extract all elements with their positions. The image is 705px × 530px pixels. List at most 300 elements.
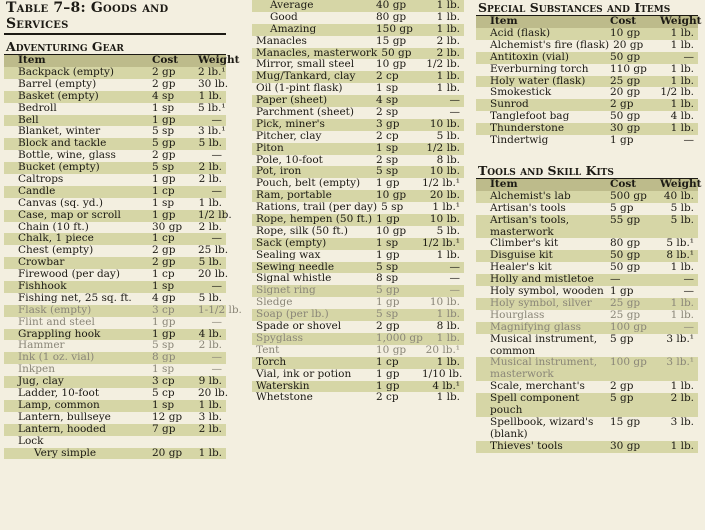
item-name: Musical instrument, masterwork [490,356,598,381]
table-row [252,12,464,24]
item-weight: 1/2 lb.¹ [422,177,460,190]
item-weight: 1/2 lb. [426,58,460,71]
item-weight: 1 lb. [436,331,460,344]
item-cost: 5 sp [376,260,399,273]
item-cost: 10 gp [376,189,407,202]
item-cost: 10 gp [376,58,407,71]
item-weight: 1 lb. [436,82,460,95]
item-weight: 20 lb. [198,387,229,400]
table-row [476,135,698,147]
table-row [476,417,698,441]
table-row [476,357,698,381]
item-name: Rations, trail (per day) [256,201,378,214]
item-cost: 5 gp [610,201,634,214]
item-cost: 2 cp [376,70,399,83]
item-weight: 40 lb. [663,189,694,202]
column-right [476,0,702,453]
item-cost: 25 gp [610,74,641,87]
section-title-tools-and-skill-kits: Tools and Skill Kits [478,162,614,178]
header-item: Item [18,54,46,66]
item-weight: 1 lb. [670,62,694,75]
item-cost: 2 sp [376,153,399,166]
item-weight: — [211,113,222,126]
item-name: Amazing [270,22,317,35]
item-name: Mug/Tankard, clay [256,70,356,83]
item-weight: — [449,106,460,119]
item-weight: 1 lb. [436,22,460,35]
item-weight: 2 lb. [436,34,460,47]
table-row [4,412,226,424]
table-row [4,436,226,448]
table-row [252,250,464,262]
item-cost: 7 gp [152,422,176,435]
item-weight: 20 lb. [429,189,460,202]
item-weight: — [211,315,222,328]
item-cost: 2 gp [152,244,176,257]
item-weight: — [683,134,694,147]
item-cost: 5 sp [152,339,175,352]
item-name: Whetstone [256,391,313,404]
item-weight: 8 lb. [436,320,460,333]
item-weight: 8 lb.¹ [666,249,694,262]
item-weight: — [683,50,694,63]
item-cost: 1,000 gp [376,331,423,344]
table-row [476,203,698,215]
table-row [4,208,232,222]
item-weight: 4 lb.¹ [432,379,460,392]
table-row [476,322,698,334]
item-weight: 1 lb. [198,398,222,411]
item-cost: 80 gp [376,10,407,23]
table-row [476,40,698,52]
item-cost: 50 gp [610,261,641,274]
item-cost: 30 gp [610,439,641,452]
item-weight: 10 lb. [429,296,460,309]
item-name: Manacles, masterwork [256,46,378,59]
item-weight: 5 lb. [436,129,460,142]
item-cost: 100 gp [610,356,647,369]
item-name: Bell [18,113,39,126]
table-row [252,119,464,131]
special-substances-rows [476,28,698,147]
item-cost: 4 sp [376,94,399,107]
item-weight: 1 lb. [670,38,694,51]
item-name: Everburning torch [490,62,589,75]
item-name: Rope, silk (50 ft.) [256,224,348,237]
item-cost: 5 gp [152,137,176,150]
item-name: Tindertwig [490,134,549,147]
item-name: Ink (1 oz. vial) [18,351,95,364]
item-name: Grappling hook [18,327,101,340]
item-name: Signet ring [256,284,316,297]
item-cost: 1 sp [152,398,175,411]
table-row [4,77,229,91]
item-name: Fishing net, 25 sq. ft. [18,291,132,304]
item-cost: 1 gp [376,248,400,261]
item-name: Tanglefoot bag [490,110,570,123]
item-name: Bedroll [18,101,57,114]
item-weight: — [211,280,222,293]
item-cost: 20 gp [613,38,644,51]
item-name: Vial, ink or potion [256,367,352,380]
item-weight: — [683,273,694,286]
item-cost: 1 sp [152,196,175,209]
table-row [476,393,698,417]
item-cost: 3 cp [152,375,175,388]
section-gap [476,147,698,159]
item-cost: 1 gp [376,177,400,190]
table-row [4,198,226,210]
item-name: Spellbook, wizard's (blank) [490,415,594,440]
header-cost: Cost [610,177,637,190]
item-name: Chalk, 1 piece [18,232,94,245]
item-cost: 2 cp [376,129,399,142]
table-row [476,310,698,322]
item-name: Inkpen [18,363,55,376]
item-name: Antitoxin (vial) [490,50,569,63]
item-weight: — [449,272,460,285]
item-name: Musical instrument, common [490,332,598,357]
item-cost: 25 gp [610,296,641,309]
item-weight: 5 lb.¹ [666,237,694,250]
item-cost: 15 gp [376,34,407,47]
item-weight: 1/2 lb. [198,208,232,221]
item-name: Chest (empty) [18,244,94,257]
item-cost: 2 gp [152,66,176,78]
item-name: Flask (empty) [18,303,92,316]
item-cost: 1 cp [376,355,399,368]
adventuring-gear-rows [4,66,242,459]
item-weight: 2 lb. [198,339,222,352]
item-cost: 50 gp [610,50,641,63]
item-name: Manacles [256,34,307,47]
item-weight: 1 lb. [436,308,460,321]
item-cost: 10 gp [610,27,641,39]
item-cost: 1 gp [610,285,634,298]
item-name: Lantern, bullseye [18,410,111,423]
column-left [4,0,242,459]
item-cost: 55 gp [610,213,641,226]
item-cost: 1 gp [152,208,176,221]
item-cost: 12 gp [152,410,183,423]
item-weight: 2 lb. [670,392,694,405]
item-cost: 3 gp [376,117,400,130]
item-weight: 1/2 lb.¹ [422,236,460,249]
column-middle [252,0,464,404]
item-cost [148,436,198,448]
table-row [4,303,242,317]
item-cost: 5 cp [152,387,175,400]
item-cost: 25 gp [610,308,641,321]
item-cost: 1 gp [152,173,176,186]
item-name: Sledge [256,296,293,309]
item-name: Pouch, belt (empty) [256,177,361,190]
item-name: Case, map or scroll [18,208,121,221]
item-name: Lantern, hooded [18,422,106,435]
item-cost: 2 gp [376,320,400,333]
item-weight: 3 lb.¹ [666,332,694,345]
item-weight: 3 lb. [670,415,694,428]
item-weight: 25 lb. [198,244,229,257]
item-weight: 10 lb. [429,213,460,226]
item-name: Bucket (empty) [18,161,100,174]
item-weight: — [449,284,460,297]
item-weight: 1 lb. [436,355,460,368]
item-cost: 80 gp [610,237,641,250]
item-weight: 1 lb. [670,380,694,393]
item-weight: 5 lb. [198,291,222,304]
item-name: Holy symbol, silver [490,296,592,309]
item-weight: — [211,149,222,162]
tools-and-skill-kits-rows [476,191,698,453]
item-cost: 2 gp [610,98,634,111]
table-row [252,238,464,250]
item-cost: 20 gp [152,446,183,459]
item-cost: 2 gp [610,380,634,393]
item-weight: 1 lb. [198,446,222,459]
item-name: Waterskin [256,379,310,392]
item-name: Lamp, common [18,398,100,411]
item-weight: 9 lb. [198,375,222,388]
item-cost: 1 gp [376,296,400,309]
item-name: Basket (empty) [18,89,99,102]
item-cost: 4 sp [152,89,175,102]
table-row [252,357,464,369]
item-weight: 5 lb.¹ [198,101,226,114]
item-weight: 10 lb. [429,165,460,178]
item-name: Caltrops [18,173,64,186]
table-title: Table 7–8: Goods and Services [6,0,169,32]
table-row [476,64,698,76]
item-weight: 2 lb. [198,422,222,435]
item-name: Canvas (sq. yd.) [18,196,103,209]
item-name: Acid (flask) [490,27,551,39]
item-cost: 1 sp [152,101,175,114]
item-cost: 1 gp [152,327,176,340]
item-weight: 1 lb. [670,27,694,39]
item-weight: 4 lb. [198,327,222,340]
item-name: Hammer [18,339,65,352]
table-row [4,448,226,460]
table-row [252,143,464,155]
item-cost: 1 sp [376,141,399,154]
item-weight: 1 lb. [198,196,222,209]
item-cost: 50 gp [610,110,641,123]
table-row [252,24,464,36]
item-name: Thunderstone [490,122,565,135]
item-name: Artisan's tools [490,201,566,214]
table-row [4,91,226,103]
table-row [252,131,464,143]
item-weight: 1 lb. [670,122,694,135]
section-title-adventuring-gear: Adventuring Gear [6,39,124,54]
item-weight: 5 lb. [670,213,694,226]
table-row [252,36,464,48]
item-cost: 8 gp [152,351,176,364]
item-cost: 10 gp [376,343,407,356]
item-name: Pole, 10-foot [256,153,323,166]
item-cost: 5 sp [376,308,399,321]
item-name: Flint and steel [18,315,95,328]
item-name: Artisan's tools, masterwork [490,213,570,238]
item-weight: 1 lb. [198,89,222,102]
header-item: Item [490,15,518,27]
item-weight: 4 lb. [670,110,694,123]
item-weight: 1 lb. [436,391,460,404]
item-cost: 500 gp [610,189,647,202]
item-weight: — [683,285,694,298]
item-cost: 1 cp [152,232,175,245]
item-weight: 1/10 lb. [422,367,463,380]
item-cost: 5 gp [610,332,634,345]
item-name: Magnifying glass [490,320,581,333]
item-cost: 1 sp [376,82,399,95]
item-weight: 10 lb. [429,117,460,130]
header-cost: Cost [152,54,179,66]
item-weight: 1 lb.¹ [432,201,460,214]
item-weight: 1 lb. [436,10,460,23]
item-name: Firewood (per day) [18,268,120,281]
item-weight: 2 lb. [198,173,222,186]
table-row [476,52,698,64]
item-weight: — [449,94,460,107]
item-name: Ladder, 10-foot [18,387,100,400]
item-name: Lock [18,434,44,447]
item-name: Thieves' tools [490,439,563,452]
item-name: Alchemist's lab [490,189,571,202]
table-row [4,317,226,329]
item-cost: 1 gp [152,113,176,126]
item-name: Pot, iron [256,165,302,178]
item-weight [198,436,226,448]
item-name: Sewing needle [256,260,335,273]
table-row [252,392,464,404]
item-cost: 2 gp [152,256,176,269]
item-name: Parchment (sheet) [256,106,354,119]
item-name: Holly and mistletoe [490,273,594,286]
item-cost: 2 sp [376,106,399,119]
item-cost: 1 gp [376,379,400,392]
item-weight: 2 lb. [198,161,222,174]
item-name: Sealing wax [256,248,321,261]
item-cost: 5 sp [152,125,175,138]
item-name: Disguise kit [490,249,553,262]
item-cost: 1 gp [376,367,400,380]
item-name: Tent [256,343,280,356]
header-weight: Weight [660,177,702,190]
item-weight: 1 lb. [670,439,694,452]
item-cost: 1 gp [376,213,400,226]
item-name: Sack (empty) [256,236,327,249]
item-cost: 2 gp [152,149,176,162]
item-name: Climber's kit [490,237,559,250]
item-name: Good [270,10,298,23]
item-name: Holy water (flask) [490,74,586,87]
item-cost: 2 cp [376,391,399,404]
item-cost: 4 gp [152,291,176,304]
item-cost: 40 gp [376,0,407,11]
item-name: Rope, hempen (50 ft.) [256,213,373,226]
item-weight: 5 lb. [670,201,694,214]
item-name: Hourglass [490,308,545,321]
item-cost: 1 cp [152,268,175,281]
item-name: Very simple [34,446,97,459]
item-name: Sunrod [490,98,529,111]
item-cost: 10 gp [376,224,407,237]
item-name: Blanket, winter [18,125,101,138]
item-weight: 1 lb. [670,74,694,87]
item-name: Pick, miner's [256,117,325,130]
item-name: Holy symbol, wooden [490,285,604,298]
item-weight: 5 lb. [436,224,460,237]
adventuring-gear-rows-continued [252,0,464,404]
item-weight: 2 lb. [198,220,222,233]
item-weight: 1 lb. [670,98,694,111]
item-name: Average [270,0,314,11]
item-name: Chain (10 ft.) [18,220,89,233]
item-name: Torch [256,355,287,368]
item-weight: 30 lb. [198,77,229,90]
table-row [4,103,226,115]
item-weight: 2 lb. [436,46,460,59]
item-name: Barrel (empty) [18,77,97,90]
table-row [476,441,698,453]
item-name: Candle [18,184,56,197]
item-cost: 5 gp [610,392,634,405]
section-title-special-substances: Special Substances and Items [478,0,671,15]
item-weight: 1 lb. [436,0,460,11]
item-name: Mirror, small steel [256,58,355,71]
header-cost: Cost [610,15,637,27]
item-cost: — [610,273,621,286]
item-weight: 3 lb.¹ [666,356,694,369]
item-weight: — [211,363,222,376]
item-name: Piton [256,141,284,154]
item-cost: 110 gp [610,62,647,75]
table-row [4,424,226,436]
item-cost: 150 gp [376,22,413,35]
item-weight: 1/2 lb. [660,86,694,99]
item-name: Fishhook [18,280,67,293]
item-weight: 1 lb. [670,308,694,321]
item-weight: 5 lb. [198,137,222,150]
item-weight: 1 lb. [670,261,694,274]
item-cost: 8 sp [376,272,399,285]
item-name: Bottle, wine, glass [18,149,116,162]
item-cost: 30 gp [152,220,183,233]
table-row [476,215,698,239]
item-name: Backpack (empty) [18,66,115,78]
item-cost: 20 gp [610,86,641,99]
header-item: Item [490,177,518,190]
item-weight: 8 lb. [436,153,460,166]
item-weight: 3 lb. [198,410,222,423]
item-cost: 100 gp [610,320,647,333]
item-weight: — [211,184,222,197]
header-weight: Weight [198,54,240,66]
table-row [476,334,698,358]
item-name: Spade or shovel [256,320,342,333]
item-name: Block and tackle [18,137,107,150]
item-weight: 2 lb.¹ [198,66,226,78]
item-name: Signal whistle [256,272,332,285]
item-weight: 1 lb. [670,296,694,309]
table-row [476,191,698,203]
item-weight: — [449,260,460,273]
column-header-row [476,177,702,191]
item-cost: 1 sp [152,280,175,293]
item-cost: 3 cp [152,303,175,316]
